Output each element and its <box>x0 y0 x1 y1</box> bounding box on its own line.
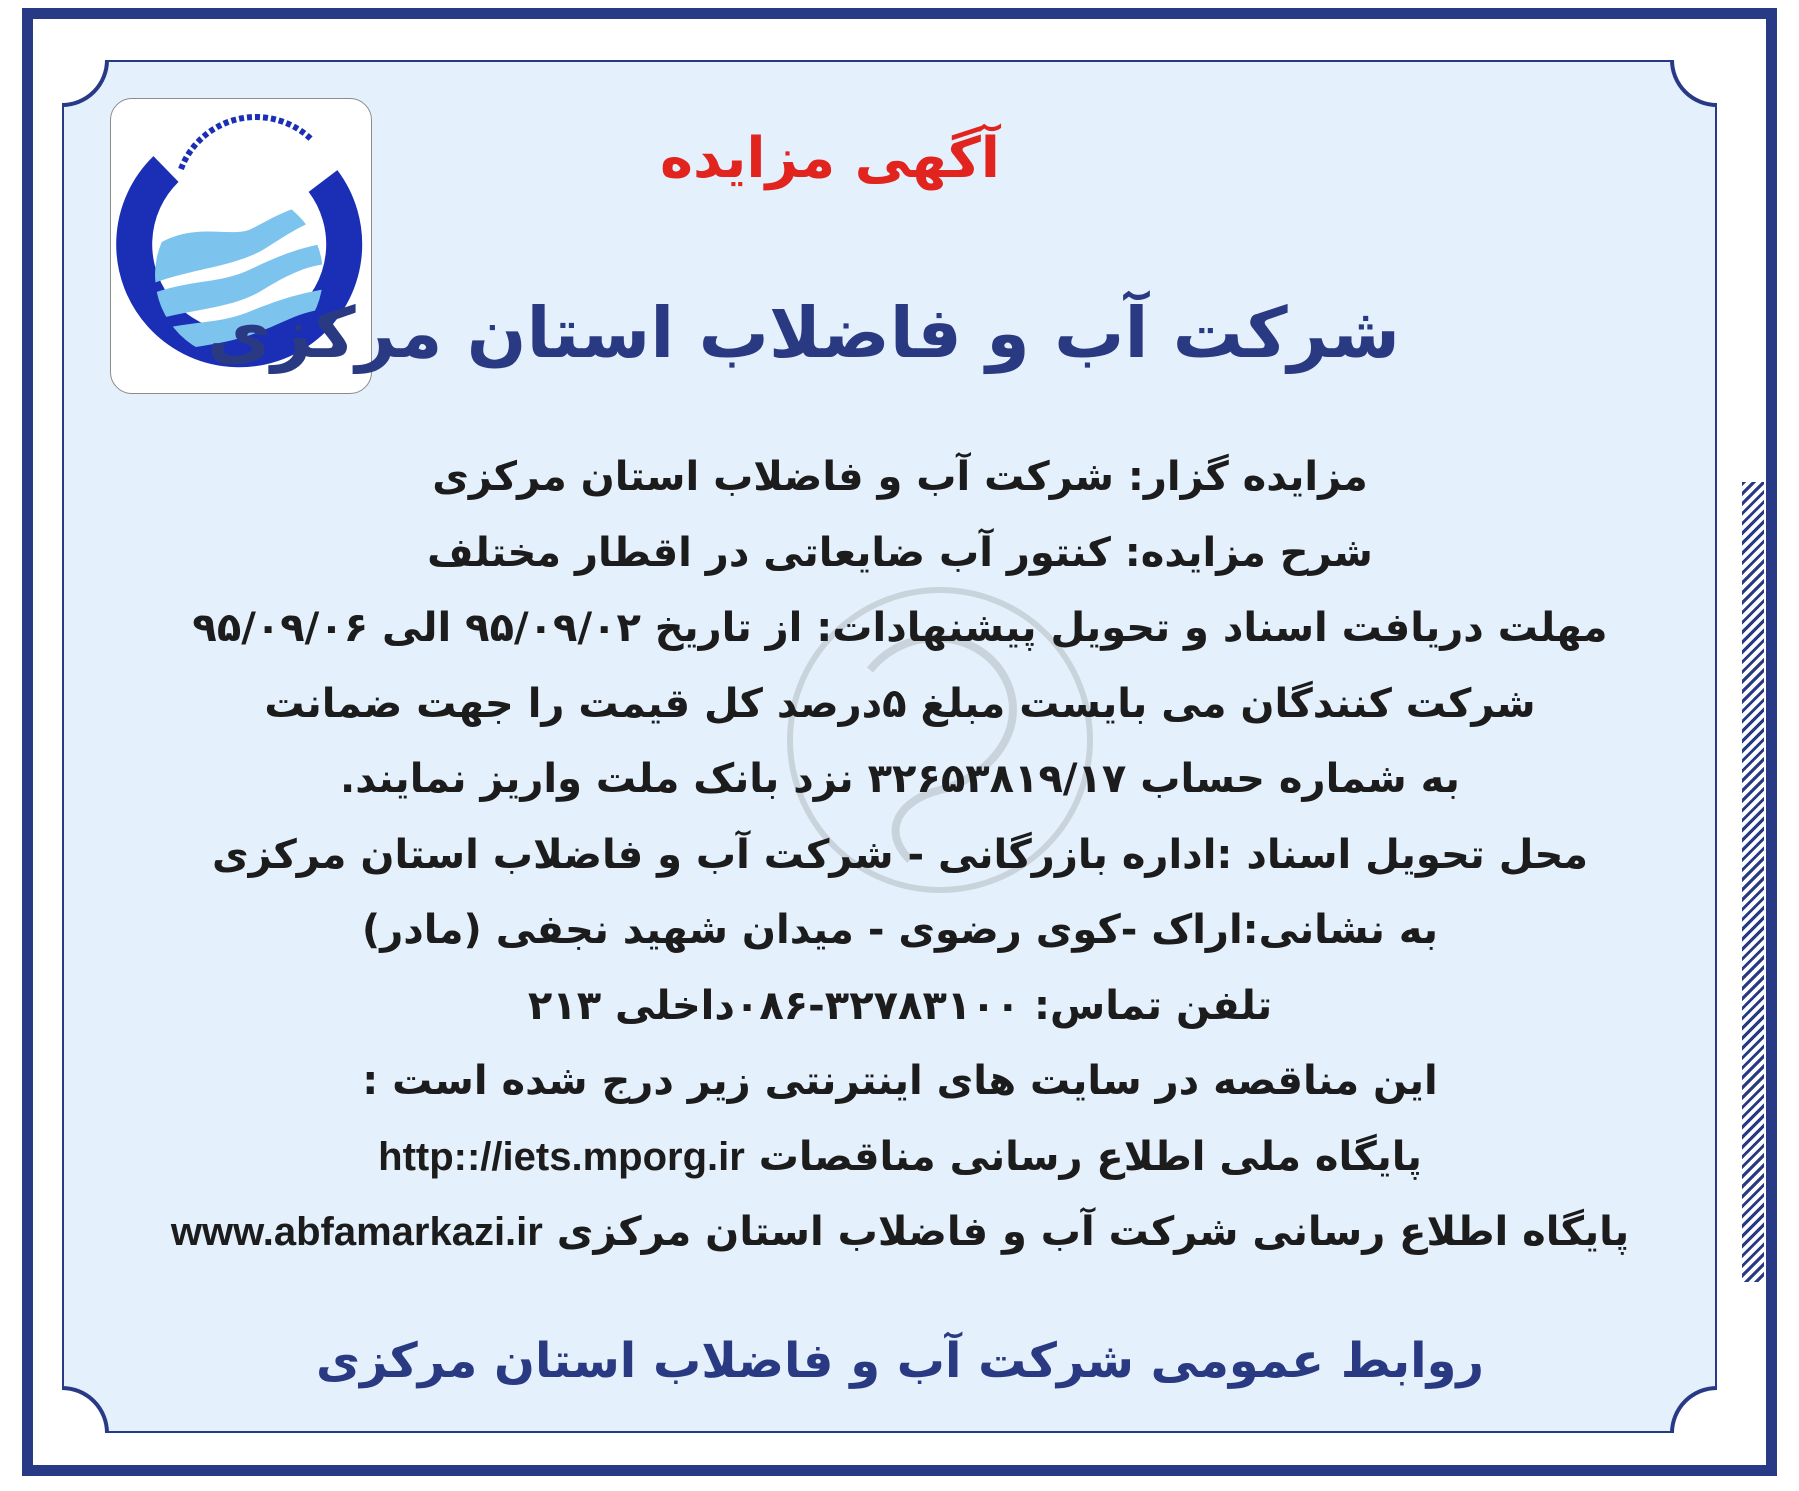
notice-headline: آگهی مزایده <box>659 126 1001 191</box>
description-line: شرح مزایده: کنتور آب ضایعاتی در اقطار مختلف <box>427 529 1373 576</box>
guarantee-line: شرکت کنندگان می بایست مبلغ ۵درصد کل قیمت را جهت ضمانت <box>264 680 1536 727</box>
site1-url-link[interactable]: http:://iets.mporg.ir <box>378 1134 745 1179</box>
company-title: شرکت آب و فاضلاب استان مرکزی <box>207 292 1400 374</box>
site2-line <box>100 1195 1700 1271</box>
sites-intro-line: این مناقصه در سایت های اینترنتی زیر درج شده است : <box>362 1058 1438 1104</box>
site2-url-link[interactable]: www.abfamarkazi.ir <box>170 1210 543 1254</box>
site1-line <box>100 1120 1700 1196</box>
notice-body <box>100 440 1700 1271</box>
site1-label: پایگاه ملی اطلاع رسانی مناقصات <box>758 1133 1422 1180</box>
decorative-stripes <box>1742 482 1764 1282</box>
delivery-place-line: محل تحویل اسناد :اداره بازرگانی - شرکت آب و فاضلاب استان مرکزی <box>211 831 1589 878</box>
site2-label: پایگاه اطلاع رسانی شرکت آب و فاضلاب استان مرکزی <box>556 1209 1630 1255</box>
address-line: به نشانی:اراک -کوی رضوی - میدان شهید نجفی (مادر) <box>361 907 1439 953</box>
account-line: به شماره حساب ۳۲۶۵۳۸۱۹/۱۷ نزد بانک ملت واریز نمایند. <box>340 756 1460 802</box>
footer-signature: روابط عمومی شرکت آب و فاضلاب استان مرکزی <box>315 1333 1485 1389</box>
deadline-line: مهلت دریافت اسناد و تحویل پیشنهادات: از تاریخ ۹۵/۰۹/۰۲ الی ۹۵/۰۹/۰۶ <box>192 605 1608 651</box>
auctioneer-line: مزایده گزار: شرکت آب و فاضلاب استان مرکزی <box>432 454 1368 500</box>
phone-line: تلفن تماس: ۳۲۷۸۳۱۰۰-۰۸۶داخلی ۲۱۳ <box>527 982 1273 1029</box>
